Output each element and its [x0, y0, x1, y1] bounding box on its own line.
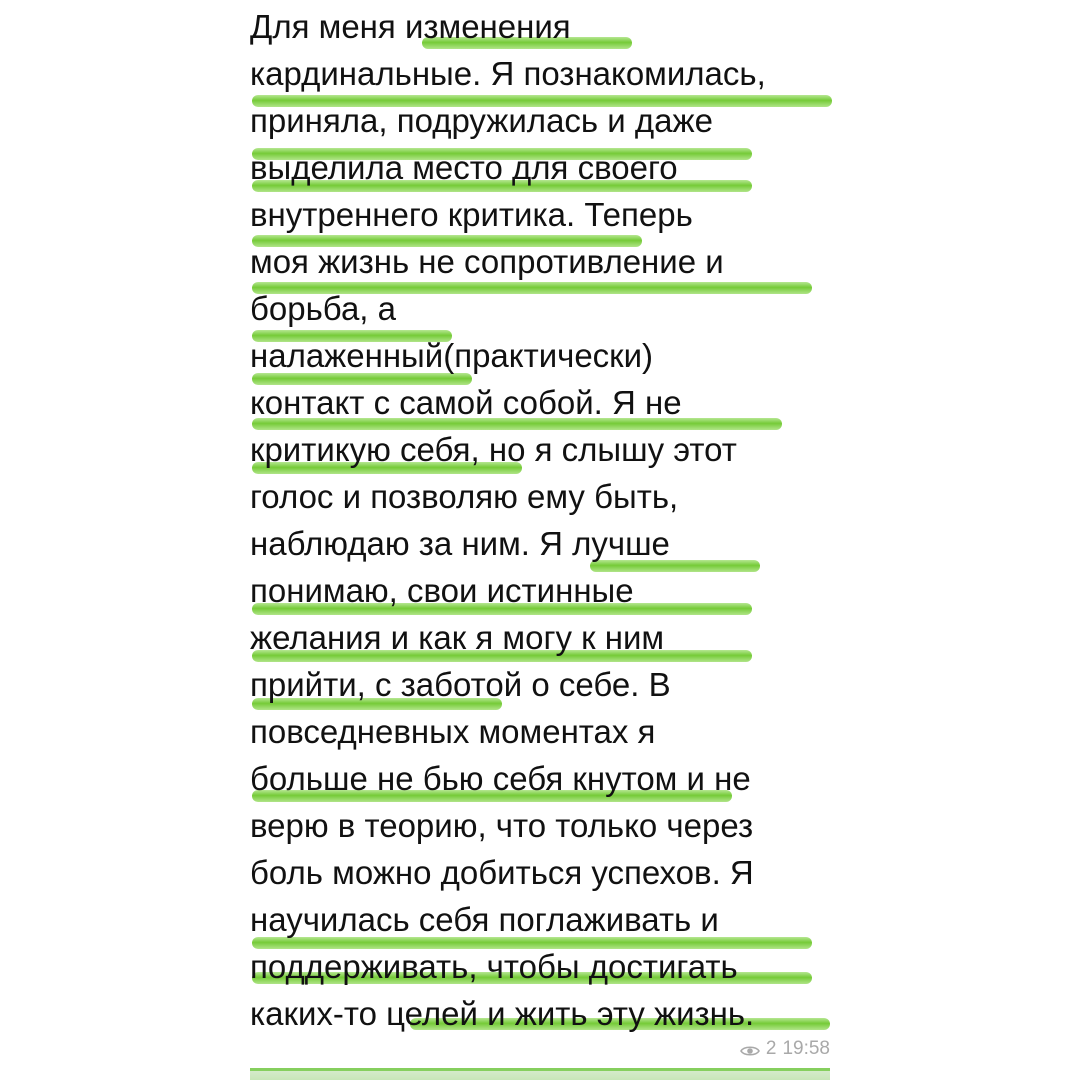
message-line: понимаю, свои истинные [250, 572, 634, 609]
message-line: налаженный(практически) [250, 337, 654, 374]
message-line: каких-то целей и жить эту жизнь. [250, 995, 755, 1032]
next-message-accent [250, 1068, 830, 1071]
message-line: желания и как я могу к ним [250, 619, 665, 656]
message-line: боль можно добиться успехов. Я [250, 854, 754, 891]
message-time: 19:58 [782, 1038, 830, 1059]
message-bubble [250, 0, 830, 1080]
message-line: внутреннего критика. Теперь [250, 196, 693, 233]
message-line: выделила место для своего [250, 149, 678, 186]
message-meta [740, 1038, 830, 1060]
message-line: верю в теорию, что только через [250, 807, 754, 844]
message-line: наблюдаю за ним. Я лучше [250, 525, 670, 562]
message-line: приняла, подружилась и даже [250, 102, 713, 139]
message-line: моя жизнь не сопротивление и [250, 243, 724, 280]
message-line: борьба, а [250, 290, 396, 327]
view-count: 2 [765, 1038, 777, 1059]
message-line: повседневных моментах я [250, 713, 656, 750]
message-line: критикую себя, но я слышу этот [250, 431, 737, 468]
message-line: больше не бью себя кнутом и не [250, 760, 751, 797]
message-line: контакт с самой собой. Я не [250, 384, 682, 421]
message-line: научилась себя поглаживать и [250, 901, 719, 938]
message-line: кардинальные. Я познакомилась, [250, 55, 766, 92]
message-line: голос и позволяю ему быть, [250, 478, 679, 515]
message-line: Для меня изменения [250, 8, 571, 45]
eye-icon [740, 1042, 760, 1056]
message-line: прийти, с заботой о себе. В [250, 666, 671, 703]
message-line: поддерживать, чтобы достигать [250, 948, 738, 985]
